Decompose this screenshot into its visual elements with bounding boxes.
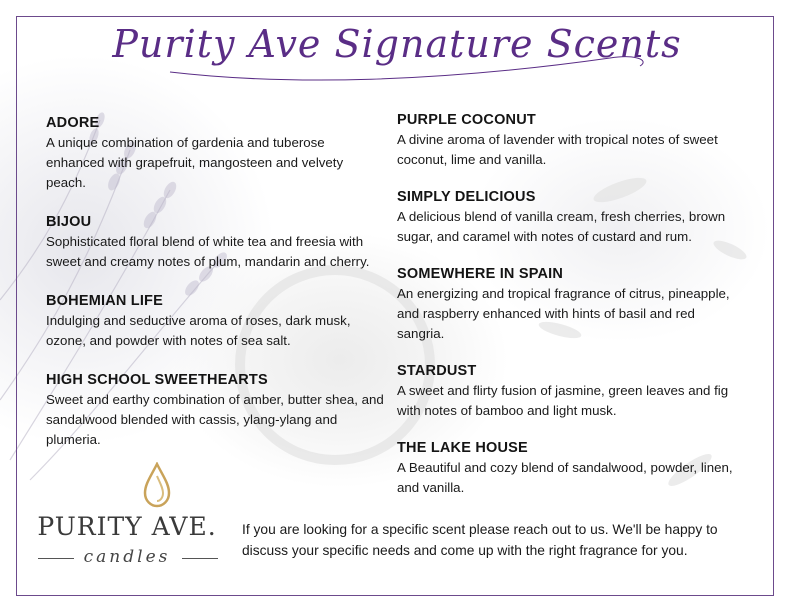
scent-name: SIMPLY DELICIOUS: [397, 189, 536, 205]
scent-name: BOHEMIAN LIFE: [46, 293, 163, 309]
scent-name: ADORE: [46, 115, 100, 131]
page-title: Purity Ave Signature Scents: [112, 22, 682, 66]
flame-drop-icon: [143, 462, 171, 508]
scent-description: A unique combination of gardenia and tuberose enhanced with grapefruit, mangosteen and velvety peach.: [46, 135, 344, 190]
scent-name: STARDUST: [397, 363, 477, 379]
scent-item: [397, 188, 737, 247]
scent-description: Sophisticated floral blend of white tea and freesia with sweet and creamy notes of plum, mandarin and cherry.: [46, 234, 370, 269]
scent-description: A Beautiful and cozy blend of sandalwood, powder, linen, and vanilla.: [397, 460, 733, 495]
scent-item: [397, 265, 737, 344]
scent-description: A delicious blend of vanilla cream, fresh cherries, brown sugar, and caramel with notes of custard and rum.: [397, 209, 726, 244]
scent-item: [46, 292, 386, 351]
scent-name: SOMEWHERE IN SPAIN: [397, 266, 564, 282]
brand-name: PURITY AVE.: [37, 512, 217, 541]
scent-description: A divine aroma of lavender with tropical notes of sweet coconut, lime and vanilla.: [397, 132, 718, 167]
logo-divider-right: [182, 558, 218, 559]
scent-name: THE LAKE HOUSE: [397, 440, 528, 456]
scent-description: Sweet and earthy combination of amber, butter shea, and sandalwood blended with cassis, ylang-ylang and plumeria.: [46, 392, 384, 447]
brand-tagline: candles: [83, 547, 171, 567]
scent-item: [397, 439, 737, 498]
scent-name: PURPLE COCONUT: [397, 112, 536, 128]
scent-description: A sweet and flirty fusion of jasmine, green leaves and fig with notes of bamboo and light musk.: [397, 383, 729, 418]
scent-name: BIJOU: [46, 214, 92, 230]
scent-item: [46, 114, 386, 193]
scent-list-right: [397, 111, 737, 516]
scent-list-left: [46, 114, 386, 470]
contact-message: If you are looking for a specific scent please reach out to us. We'll be happy to discuss your specific needs and come up with the right fragrance for you.: [242, 522, 718, 558]
brand-logo: [32, 462, 222, 582]
scent-item: [397, 362, 737, 421]
logo-divider-left: [38, 558, 74, 559]
scent-item: [46, 371, 386, 450]
scent-description: An energizing and tropical fragrance of citrus, pineapple, and raspberry enhanced with hints of basil and red sangria.: [397, 286, 730, 341]
scent-description: Indulging and seductive aroma of roses, dark musk, ozone, and powder with notes of sea salt.: [46, 313, 351, 348]
scent-item: [46, 213, 386, 272]
scent-item: [397, 111, 737, 170]
scent-name: HIGH SCHOOL SWEETHEARTS: [46, 372, 268, 388]
